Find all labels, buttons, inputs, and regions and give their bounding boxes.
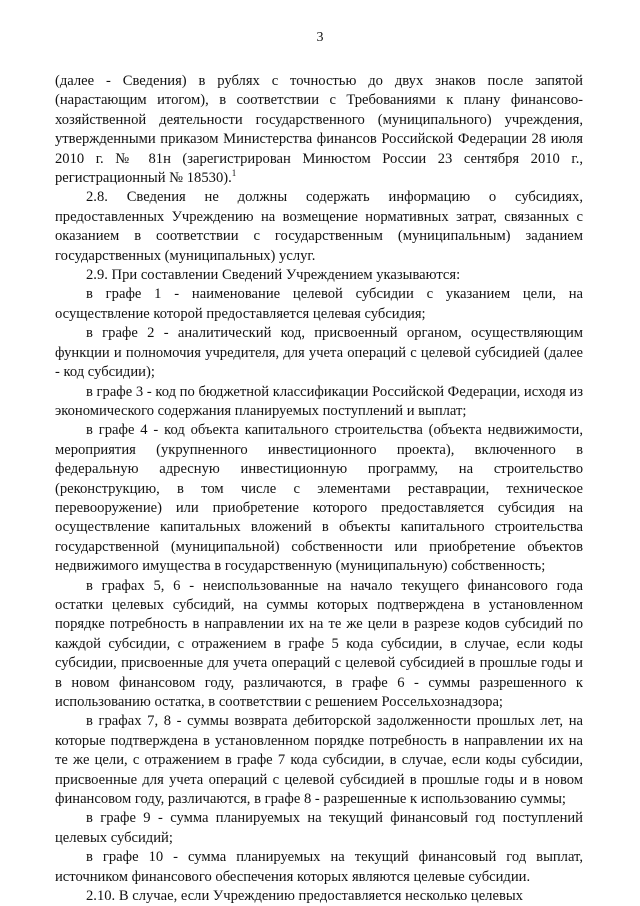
- paragraph-text: (далее - Сведения) в рублях с точностью до двух знаков после запятой (нарастающим итогом), в соответствии с Требованиями к плану финансово-хозяйственной деятельности государственного (муниципального) учреждения, утвержденными приказом Министерства финансов Российской Федерации 28 июля 2010 г. № 81н (зарегистрирован Минюстом России 23 сентября 2010 г., регистрационный № 18530).: [55, 73, 583, 187]
- paragraph-column-1: в графе 1 - наименование целевой субсидии с указанием цели, на осуществление которой предоставляется целевая субсидия;: [55, 286, 583, 322]
- paragraph-2-9: 2.9. При составлении Сведений Учреждением указываются:: [86, 267, 461, 284]
- paragraph-column-4: в графе 4 - код объекта капитального строительства (объекта недвижимости, мероприятия (укрупненного инвестиционного проекта), включенного в федеральную адресную инвестиционную программу, на строительство (реконструкцию, в том числе с элементами реставрации, техническое перевооружение) или приобретение которого предоставляется субсидия на осуществление капитальных вложений в объекты капитального строительства государственной (муниципальной) собственности или приобретение объектов недвижимого имущества в государственную (муниципальную) собственность;: [55, 422, 583, 575]
- footnote-reference: 1: [231, 168, 237, 179]
- paragraph-column-3: в графе 3 - код по бюджетной классификации Российской Федерации, исходя из экономического содержания планируемых поступлений и выплат;: [55, 383, 583, 419]
- paragraph-2-10: 2.10. В случае, если Учреждению предоставляется несколько целевых: [86, 888, 523, 905]
- paragraph-columns-7-8: в графах 7, 8 - суммы возврата дебиторской задолженности прошлых лет, на которые подтверждена в установленном порядке потребность в направлении их на те же цели, с отражением в графе 7 кода субсидии, в случае, если коды субсидии, присвоенные для учета операций с целевой субсидией в прошлые годы и в новом финансовом году, различаются, в графе 8 - разрешенные к использованию суммы;: [55, 713, 583, 808]
- paragraph-2-8: 2.8. Сведения не должны содержать информацию о субсидиях, предоставленных Учреждению на возмещение нормативных затрат, связанных с оказанием в соответствии с государственным (муниципальным) заданием государственных (муниципальных) услуг.: [55, 189, 583, 264]
- paragraph-columns-5-6: в графах 5, 6 - неиспользованные на начало текущего финансового года остатки целевых субсидий, на суммы которых подтверждена в установленном порядке потребность в направлении их на те же цели в разрезе кодов субсидий по каждой субсидии, с отражением в графе 5 кода субсидии, в случае, если коды субсидии, присвоенные для учета операций с целевой субсидией в прошлые годы и в новом финансовом году, различаются, в графе 6 - суммы разрешенного к использованию остатка, в соответствии с решением Россельхознадзора;: [55, 577, 583, 710]
- document-body: [55, 72, 583, 906]
- paragraph-intro-continuation: [55, 72, 583, 188]
- paragraph-column-9: в графе 9 - сумма планируемых на текущий финансовый год поступлений целевых субсидий;: [55, 810, 583, 846]
- paragraph-column-10: в графе 10 - сумма планируемых на текущий финансовый год выплат, источником финансового обеспечения которых являются целевые субсидии.: [55, 849, 583, 885]
- page-number: 3: [316, 30, 324, 45]
- paragraph-column-2: в графе 2 - аналитический код, присвоенный органом, осуществляющим функции и полномочия учредителя, для учета операций с целевой субсидией (далее - код субсидии);: [55, 325, 583, 381]
